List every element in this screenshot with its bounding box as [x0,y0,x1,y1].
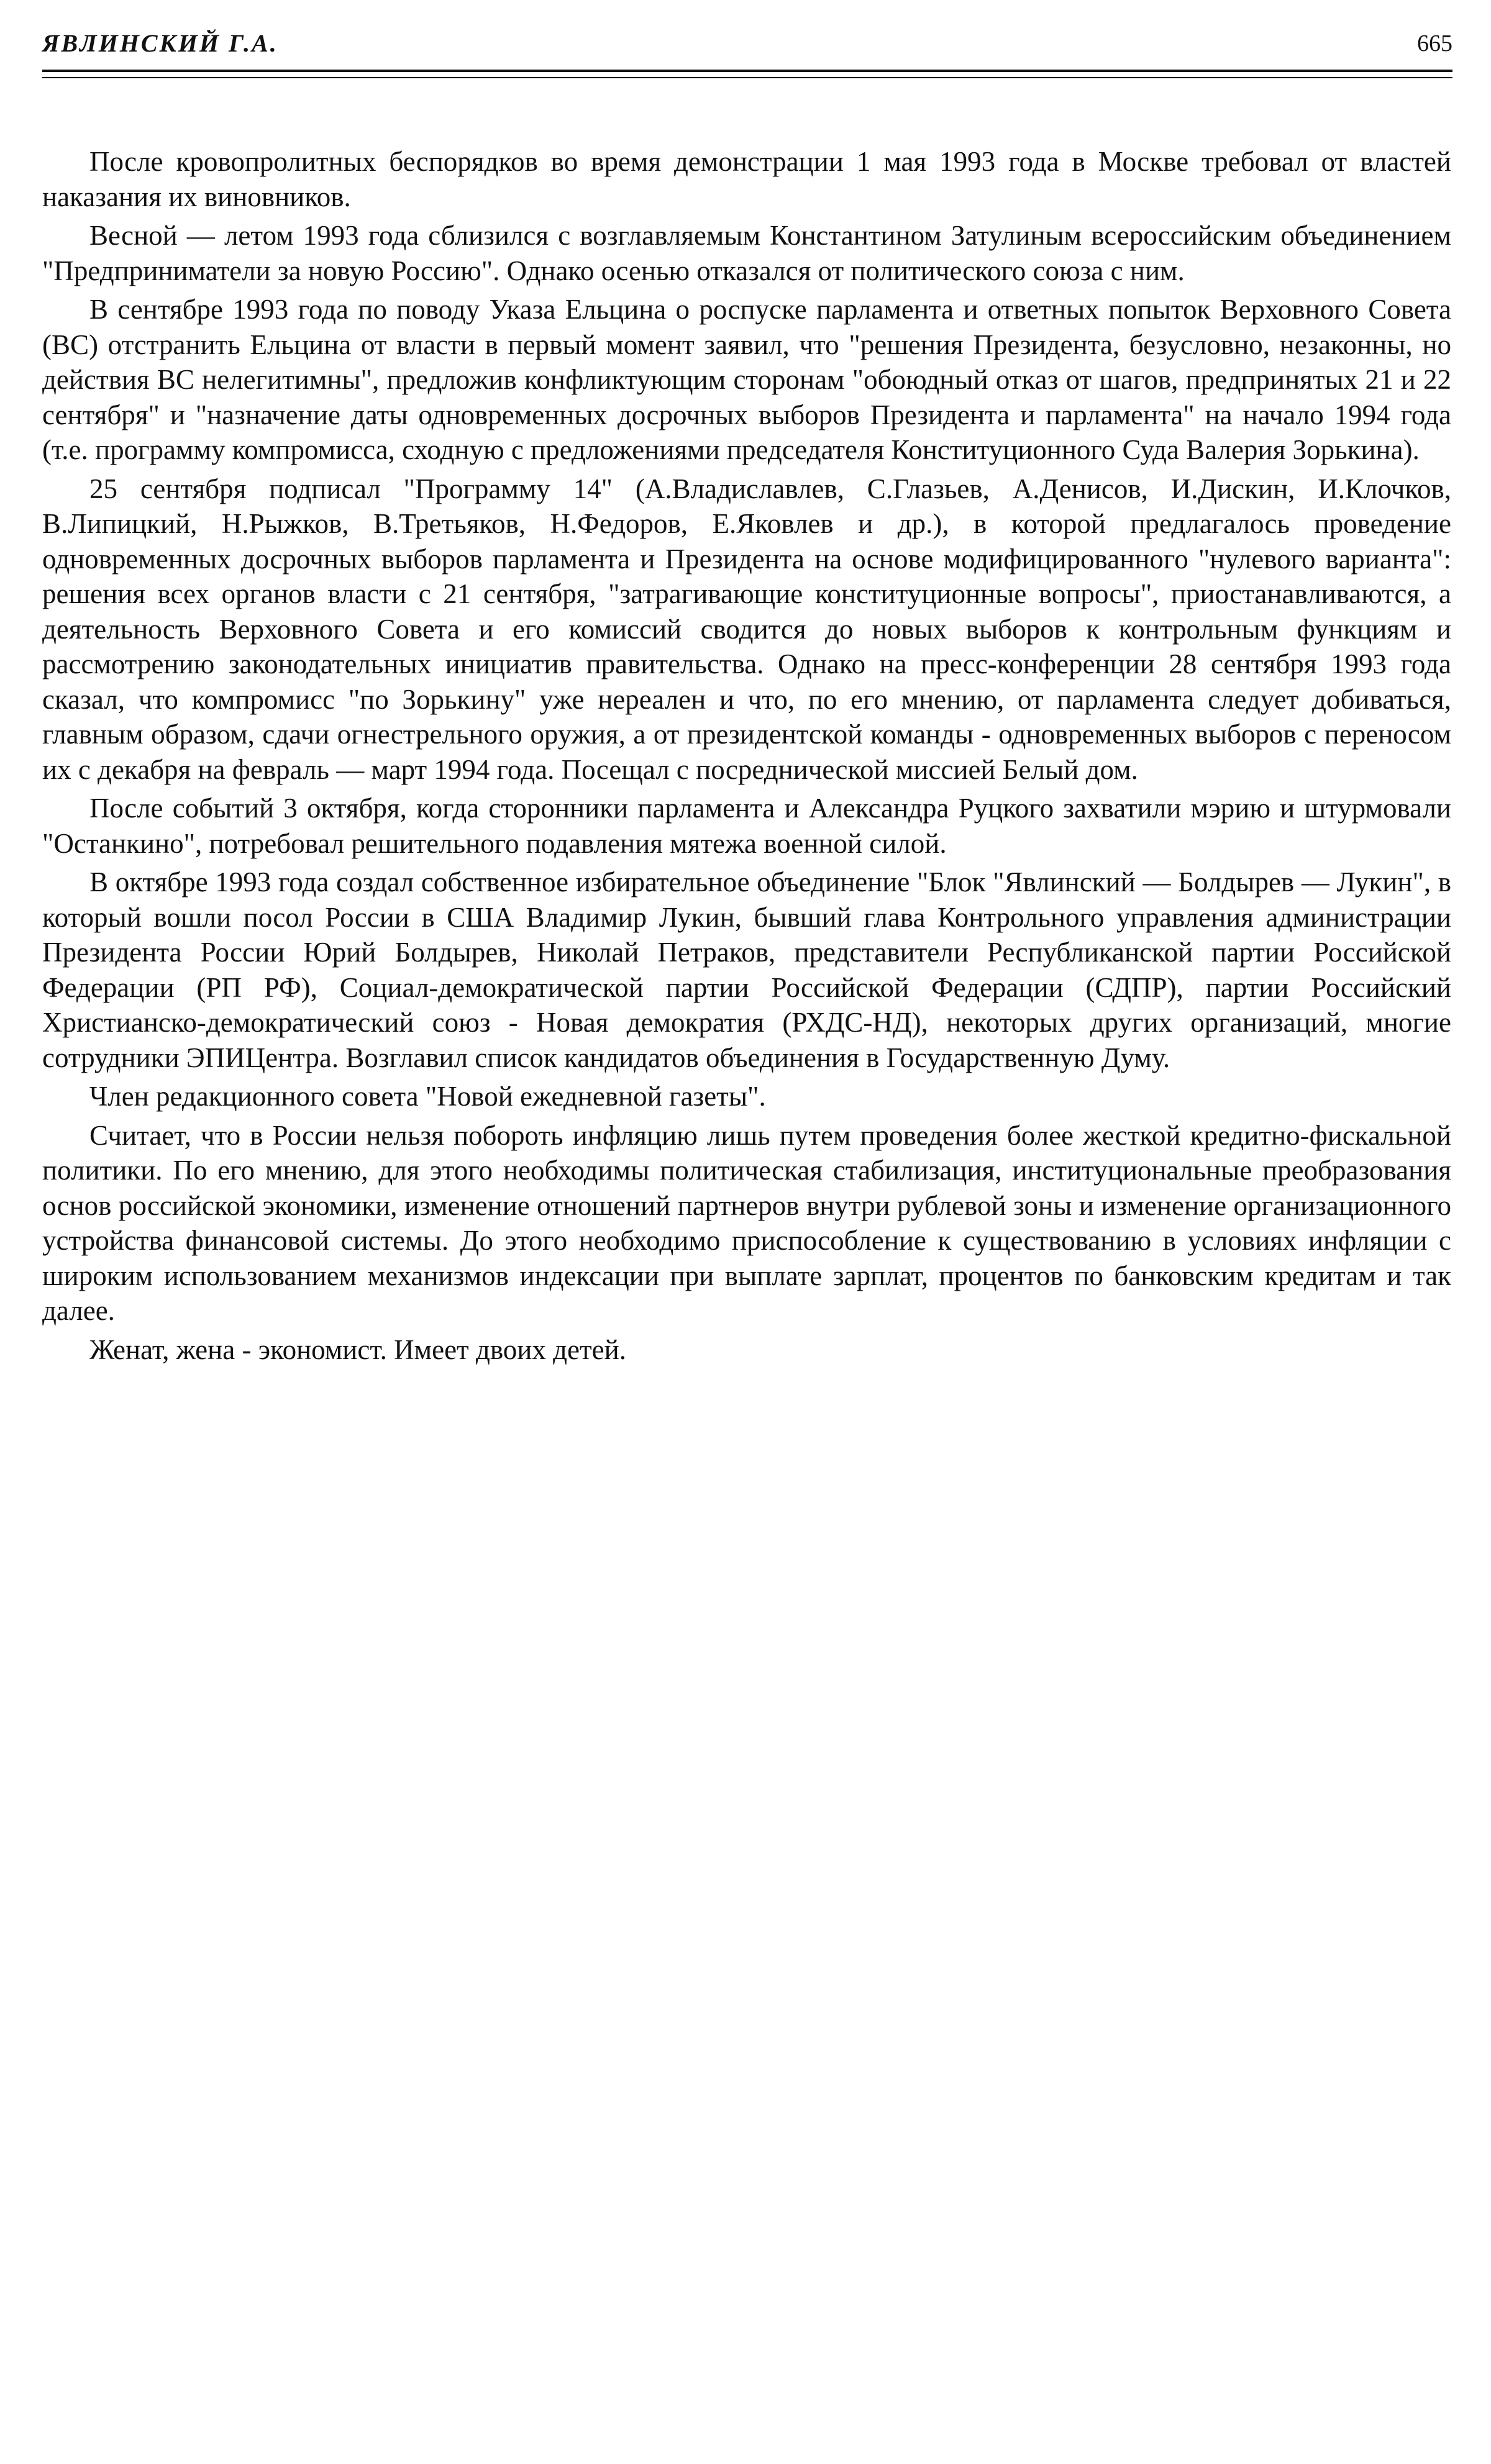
running-header [42,25,1452,62]
paragraph: В сентябре 1993 года по поводу Указа Ельцина о роспуске парламента и ответных попыток Верховного Совета (ВС) отстранить Ельцина от власти в первый момент заявил, что "решения Президента, безусловно, незаконны, но действия ВС нелегитимны", предложив конфликтующим сторонам "обоюдный отказ от шагов, предпринятых 21 и 22 сентября" и "назначение даты одновременных досрочных выборов Президента и парламента" на начало 1994 года (т.е. программу компромисса, сходную с предложениями председателя Конституционного Суда Валерия Зорькина). [42,294,1451,465]
paragraph: Весной — летом 1993 года сблизился с возглавляемым Константином Затулиным всероссийским объединением "Предприниматели за новую Россию". Однако осенью отказался от политического союза с ним. [42,220,1451,286]
paragraph: После кровопролитных беспорядков во время демонстрации 1 мая 1993 года в Москве требовал от властей наказания их виновников. [42,146,1451,212]
page-number: 665 [1417,30,1452,57]
header-rule-thin [42,77,1452,78]
paragraph: Член редакционного совета "Новой ежедневной газеты". [89,1081,766,1112]
paragraph: В октябре 1993 года создал собственное избирательное объединение "Блок "Явлинский — Болдырев — Лукин", в который вошли посол России в США Владимир Лукин, бывший глава Контрольного управления администрации Президента России Юрий Болдырев, Николай Петраков, представители Республиканской партии Российской Федерации (РП РФ), Социал-демократической партии Российской Федерации (СДПР), партии Российский Христианско-демократический союз - Новая демократия (РХДС-НД), некоторых других организаций, многие сотрудники ЭПИЦентра. Возглавил список кандидатов объединения в Государственную Думу. [42,866,1451,1073]
header-rule-thick [42,70,1452,72]
paragraph: Женат, жена - экономист. Имеет двоих детей. [89,1334,626,1365]
article-body [42,144,1451,1367]
paragraph: После событий 3 октября, когда сторонники парламента и Александра Руцкого захватили мэрию и штурмовали "Останкино", потребовал решительного подавления мятежа военной силой. [42,793,1451,859]
paragraph: Считает, что в России нельзя побороть инфляцию лишь путем проведения более жесткой кредитно-фискальной политики. По его мнению, для этого необходимы политическая стабилизация, институциональные преобразования основ российской экономики, изменение отношений партнеров внутри рублевой зоны и изменение организационного устройства финансовой системы. До этого необходимо приспособление к существованию в условиях инфляции с широким использованием механизмов индексации при выплате зарплат, процентов по банковским кредитам и так далее. [42,1119,1451,1326]
running-title: ЯВЛИНСКИЙ Г.А. [42,29,278,57]
paragraph: 25 сентября подписал "Программу 14" (А.Владиславлев, С.Глазьев, А.Денисов, И.Дискин, И.Клочков, В.Липицкий, Н.Рыжков, В.Третьяков, Н.Федоров, Е.Яковлев и др.), в которой предлагалось проведение одновременных досрочных выборов парламента и Президента на основе модифицированного "нулевого варианта": решения всех органов власти с 21 сентября, "затрагивающие конституционные вопросы", приостанавливаются, а деятельность Верховного Совета и его комиссий сводится до новых выборов к контрольным функциям и рассмотрению законодательных инициатив правительства. Однако на пресс-конференции 28 сентября 1993 года сказал, что компромисс "по Зорькину" уже нереален и что, по его мнению, от парламента следует добиваться, главным образом, сдачи огнестрельного оружия, а от президентской команды - одновременных выборов с переносом их с декабря на февраль — март 1994 года. Посещал с посреднической миссией Белый дом. [42,473,1451,785]
